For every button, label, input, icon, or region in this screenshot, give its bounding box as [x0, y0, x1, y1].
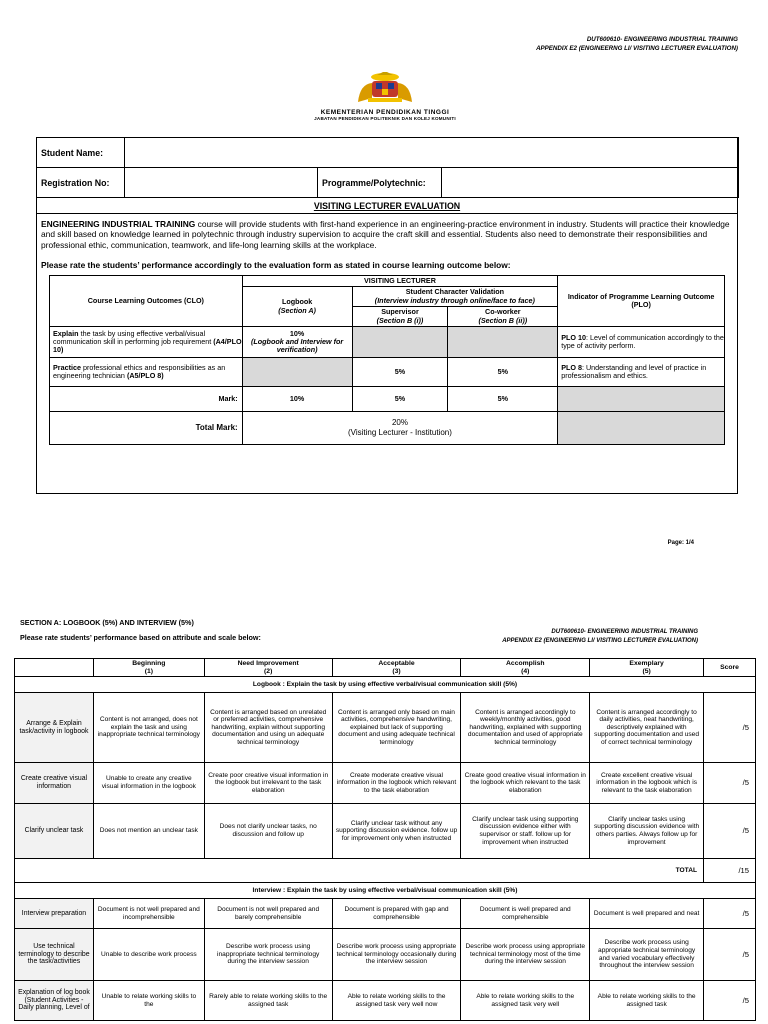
descriptor-cell: Document is well prepared and comprehensible — [461, 899, 590, 929]
rating-instruction: Please rate the students’ performance accordingly to the evaluation form as stated in course learning outcome below: — [41, 260, 511, 270]
level-score: (2) — [264, 667, 273, 675]
logbook-weight: 10% — [289, 328, 305, 338]
level-score: (1) — [144, 667, 153, 675]
clo-row-practice-verb: Practice — [53, 362, 81, 372]
rubric-row — [15, 929, 756, 981]
descriptor-cell: Unable to create any creative visual information in the logbook — [93, 763, 204, 804]
logbook-section-title: Logbook : Explain the task by using effective verbal/visual communication skill (5%) — [15, 677, 756, 693]
total-row — [15, 859, 756, 883]
level-header — [332, 659, 461, 677]
criterion-cell: Interview preparation — [15, 899, 94, 929]
criterion-cell: Create creative visual information — [15, 763, 94, 804]
appendix-title: APPENDIX E2 (ENGINEERNG LI/ VISITING LECTURER EVALUATION) — [536, 45, 738, 52]
section-title: VISITING LECTURER EVALUATION — [313, 201, 461, 211]
descriptor-cell: Content is arranged only based on main activities, comprehensive handwriting, explained but lack of supporting document and using adequate technical terminology — [332, 693, 461, 763]
page2-header — [398, 628, 698, 646]
descriptor-cell: Unable to relate working skills to the — [93, 981, 204, 1021]
descriptor-cell: Clarify unclear task using supporting discussion evidence either with supervisor or staff. follow up for improvement when instructed — [461, 804, 590, 859]
level-score: (5) — [642, 667, 651, 675]
student-name-field[interactable] — [124, 137, 739, 168]
level-name: Exemplary — [629, 659, 664, 667]
shaded-cell — [558, 387, 725, 412]
course-code: DUT600610- ENGINEERING INDUSTRIAL TRAINING — [586, 36, 738, 43]
descriptor-cell: Content is arranged based on unrelated or preferred activities, comprehensive handwriting, explain without supporting documentation and using un adequate technical terminology — [204, 693, 332, 763]
level-header — [461, 659, 590, 677]
clo-row-explain-verb: Explain — [53, 328, 79, 338]
descriptor-cell: Describe work process using appropriate technical terminology occasionally during the interview session — [332, 929, 461, 981]
level-name: Beginning — [132, 659, 166, 667]
intro-course-name: ENGINEERING INDUSTRIAL TRAINING — [41, 219, 196, 229]
criterion-cell: Explanation of log book (Student Activities - Daily planning, Level of — [15, 981, 94, 1021]
score-cell[interactable]: /5 — [704, 763, 756, 804]
total-score[interactable]: /15 — [704, 859, 756, 883]
clo-row-explain-tag: (A4/PLO 10) — [53, 336, 242, 355]
level-name: Acceptable — [378, 659, 415, 667]
rubric-table — [14, 658, 756, 1021]
shaded-cell — [242, 358, 352, 387]
total-mark-label: Total Mark: — [50, 412, 243, 445]
plo10-text: : Level of communication accordingly to the type of activity perform. — [561, 332, 724, 350]
interview-section-title: Interview : Explain the task by using effective verbal/visual communication skill (5%) — [15, 883, 756, 899]
page-number: Page: 1/4 — [667, 540, 694, 546]
character-validation-header — [352, 287, 558, 307]
score-cell[interactable]: /5 — [704, 804, 756, 859]
clo-row-practice — [50, 358, 243, 387]
section-bii-label: (Section B (ii)) — [478, 315, 528, 325]
score-header: Score — [704, 659, 756, 677]
descriptor-cell: Document is not well prepared and barely comprehensible — [204, 899, 332, 929]
score-cell[interactable]: /5 — [704, 981, 756, 1021]
mark-logbook: 10% — [242, 387, 352, 412]
descriptor-cell: Rarely able to relate working skills to the assigned task — [204, 981, 332, 1021]
descriptor-cell: Clarify unclear task without any supporting discussion evidence. follow up for improvement only when instructed — [332, 804, 461, 859]
character-validation-label: Student Character Validation — [405, 287, 504, 297]
clo-row-explain-logbook — [242, 327, 352, 358]
mark-supervisor: 5% — [352, 387, 448, 412]
page2-appendix: APPENDIX E2 (ENGINEERNG LI/ VISITING LECTURER EVALUATION) — [502, 638, 698, 644]
level-header — [590, 659, 704, 677]
shaded-cell — [558, 412, 725, 445]
rubric-row — [15, 899, 756, 929]
shaded-cell — [448, 327, 558, 358]
descriptor-cell: Unable to describe work process — [93, 929, 204, 981]
level-header — [204, 659, 332, 677]
supervisor-weight: 5% — [352, 358, 448, 387]
registration-label: Registration No: — [36, 167, 125, 198]
descriptor-cell: Able to relate working skills to the assigned task — [590, 981, 704, 1021]
rubric-row — [15, 804, 756, 859]
descriptor-cell: Describe work process using appropriate technical terminology most of the time during the interview session — [461, 929, 590, 981]
level-name: Accomplish — [506, 659, 545, 667]
score-cell[interactable]: /5 — [704, 693, 756, 763]
descriptor-cell: Document is well prepared and neat — [590, 899, 704, 929]
intro-text: course will provide students with first-hand experience in an engineering-practice environment in industry. Students will practice their knowledge and skill based on knowledge learned in polytechnic through industry supervision to acquire the craft skill and essential. Students also need to demonstrate their responsibilities and professional ethic, communication, teamwork, and life-long learning skills at the workplace. — [41, 219, 730, 250]
descriptor-cell: Does not clarify unclear tasks, no discussion and follow up — [204, 804, 332, 859]
descriptor-cell: Describe work process using inappropriate technical terminology during the interview session — [204, 929, 332, 981]
clo-table — [49, 275, 725, 445]
page2-course-code: DUT600610- ENGINEERING INDUSTRIAL TRAINING — [551, 629, 698, 635]
score-cell[interactable]: /5 — [704, 899, 756, 929]
plo-label: (PLO) — [631, 300, 651, 309]
level-header — [93, 659, 204, 677]
descriptor-cell: Does not mention an unclear task — [93, 804, 204, 859]
student-name-label: Student Name: — [36, 137, 125, 168]
section-a-title: SECTION A: LOGBOOK (5%) AND INTERVIEW (5%) — [20, 618, 194, 627]
clo-row-practice-text: professional ethics and responsibilities as an engineering technician — [53, 362, 226, 380]
descriptor-cell: Create good creative visual information in the logbook which relevant to the task elaboration — [461, 763, 590, 804]
supervisor-header — [352, 307, 448, 327]
descriptor-cell: Able to relate working skills to the assigned task very well now — [332, 981, 461, 1021]
criterion-cell: Clarify unclear task — [15, 804, 94, 859]
descriptor-cell: Content is arranged accordingly to weekly/monthly activities, good handwriting, explained with supporting documentation and used of appropriate technical terminology — [461, 693, 590, 763]
criterion-cell: Use technical terminology to describe the task/activities — [15, 929, 94, 981]
descriptor-cell: Create poor creative visual information in the logbook but irrelevant to the task elaboration — [204, 763, 332, 804]
shaded-cell — [352, 327, 448, 358]
logbook-label: Logbook — [281, 297, 313, 307]
clo-row-explain-text: the task by using effective verbal/visual communication skill in performing job requirement — [53, 328, 214, 346]
criterion-cell: Arrange & Explain task/activity in logbook — [15, 693, 94, 763]
total-mark-note: (Visiting Lecturer - Institution) — [348, 428, 452, 437]
clo-row-explain — [50, 327, 243, 358]
registration-field[interactable] — [124, 167, 318, 198]
document-header — [420, 35, 738, 53]
department-name: JABATAN PENDIDIKAN POLITEKNIK DAN KOLEJ KOMUNITI — [314, 116, 456, 121]
total-label: TOTAL — [15, 859, 704, 883]
descriptor-cell: Content is arranged accordingly to daily activities, neat handwriting, descriptively explained with supporting documentation and used of correct technical terminology — [590, 693, 704, 763]
descriptor-cell: Able to relate working skills to the assigned task very well — [461, 981, 590, 1021]
score-cell[interactable]: /5 — [704, 929, 756, 981]
logbook-note: (Logbook and Interview for verification) — [250, 336, 344, 355]
level-name: Need Improvement — [237, 659, 299, 667]
level-score: (3) — [392, 667, 401, 675]
plo8-cell — [558, 358, 725, 387]
rubric-row — [15, 981, 756, 1021]
coworker-weight: 5% — [448, 358, 558, 387]
descriptor-cell: Create moderate creative visual information in the logbook which relevant to the task elaboration — [332, 763, 461, 804]
coworker-header — [448, 307, 558, 327]
clo-row-practice-tag: (A5/PLO 8) — [126, 371, 164, 380]
indicator-title: Indicator of Programme Learning Outcome — [567, 291, 715, 301]
visiting-lecturer-header: VISITING LECTURER — [242, 276, 558, 287]
intro-paragraph — [41, 219, 733, 250]
character-validation-note: (Interview industry through online/face to face) — [374, 295, 535, 305]
total-mark-value: 20% — [391, 418, 408, 427]
section-a-instruction: Please rate students’ performance based on attribute and scale below: — [20, 633, 261, 642]
divider — [37, 213, 737, 214]
section-a-label: (Section A) — [278, 305, 316, 315]
plo8-label: PLO 8 — [561, 362, 582, 372]
section-bi-label: (Section B (i)) — [376, 315, 424, 325]
mark-label: Mark: — [50, 387, 243, 412]
level-score: (4) — [521, 667, 530, 675]
descriptor-cell: Document is prepared with gap and comprehensible — [332, 899, 461, 929]
descriptor-cell: Content is not arranged, does not explain the task and using inappropriate technical terminology — [93, 693, 204, 763]
rubric-row — [15, 763, 756, 804]
rubric-corner-cell — [15, 659, 94, 677]
indicator-header — [558, 276, 725, 327]
mark-coworker: 5% — [448, 387, 558, 412]
total-mark-cell — [242, 412, 558, 445]
descriptor-cell: Document is not well prepared and incomprehensible — [93, 899, 204, 929]
programme-label: Programme/Polytechnic: — [317, 167, 442, 198]
plo10-cell — [558, 327, 725, 358]
coat-of-arms-icon — [270, 72, 500, 104]
evaluation-form — [36, 137, 738, 494]
rubric-row — [15, 693, 756, 763]
plo10-label: PLO 10 — [561, 332, 586, 342]
programme-field[interactable] — [441, 167, 739, 198]
plo8-text: : Understanding and level of practice in professionalism and ethics. — [561, 362, 707, 380]
coworker-label: Co-worker — [485, 307, 521, 317]
ministry-name: KEMENTERIAN PENDIDIKAN TINGGI — [320, 109, 450, 116]
descriptor-cell: Clarify unclear tasks using supporting discussion evidence with others parties. Always follow up for improvement — [590, 804, 704, 859]
logbook-header — [242, 287, 352, 327]
descriptor-cell: Create excellent creative visual information in the logbook which is relevant to the task elaboration — [590, 763, 704, 804]
ministry-logo — [270, 72, 500, 122]
supervisor-label: Supervisor — [381, 307, 419, 317]
descriptor-cell: Describe work process using appropriate technical terminology and varied vocabulary effectively throughout the interview session — [590, 929, 704, 981]
clo-header: Course Learning Outcomes (CLO) — [50, 276, 243, 327]
